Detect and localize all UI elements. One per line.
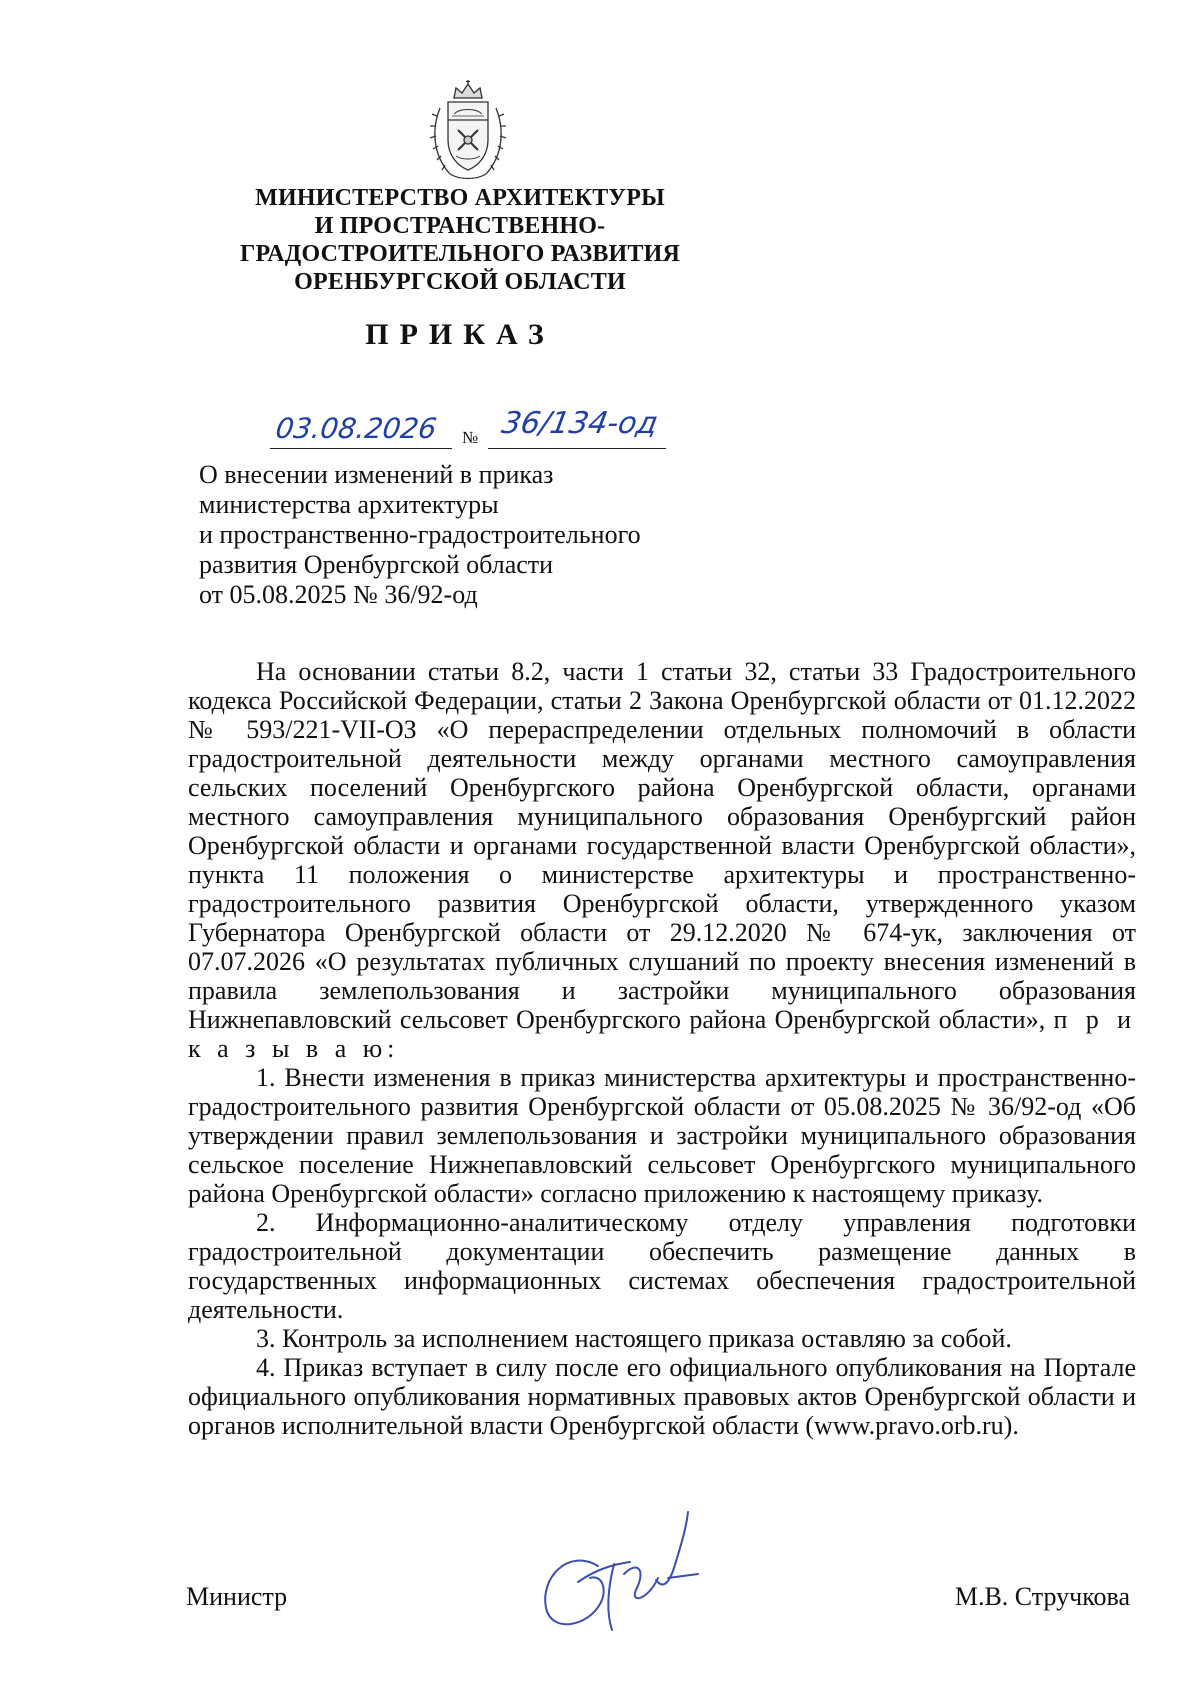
date-underline: [270, 448, 452, 449]
order-item: 4. Приказ вступает в силу после его официального опубликования на Портале официального опубликования нормативных правовых актов Оренбургской области и органов исполнительной власти Оренбургской области (www.pravo.orb.ru).: [188, 1353, 1136, 1440]
ministry-line: МИНИСТЕРСТВО АРХИТЕКТУРЫ: [255, 185, 665, 211]
document-subject: [199, 460, 641, 610]
number-sign: №: [462, 428, 479, 447]
ministry-header: [200, 184, 720, 296]
registration-number: 36/134-од: [498, 406, 661, 441]
order-item: 3. Контроль за исполнением настоящего приказа оставляю за собой.: [256, 1324, 1012, 1353]
ministry-line: ГРАДОСТРОИТЕЛЬНОГО РАЗВИТИЯ: [239, 241, 681, 267]
order-item: 1. Внести изменения в приказ министерства архитектуры и пространственно-градостроительного развития Оренбургской области от 05.08.2025 № 36/92-од «Об утверждении правил землепользования и застройки муниципального образования сельское поселение Нижнепавловский сельсовет Оренбургского муниципального района Оренбургской области» согласно приложению к настоящему приказу.: [188, 1063, 1136, 1208]
subject-line: и пространственно-градостроительного: [199, 520, 641, 549]
order-word: п р и к а з ы в а ю:: [188, 1005, 1136, 1063]
document-body: [188, 657, 1136, 1440]
number-underline: [488, 448, 666, 449]
document-type-title: ПРИКАЗ: [365, 318, 555, 351]
preamble-text: На основании статьи 8.2, части 1 статьи 32, статьи 33 Градостроительного кодекса Российской Федерации, статьи 2 Закона Оренбургской области от 01.12.2022 № 593/221-VII-ОЗ «О перераспределении отдельных полномочий в области градостроительной деятельности между органами местного самоуправления сельских поселений Оренбургского района Оренбургской области, органами местного самоуправления муниципального образования Оренбургский район Оренбургской области и органами государственной власти Оренбургской области», пункта 11 положения о министерстве архитектуры и пространственно-градостроительного развития Оренбургской области, утвержденного указом Губернатора Оренбургской области от 29.12.2020 № 674-ук, заключения от 07.07.2026 «О результатах публичных слушаний по проекту внесения изменений в правила землепользования и застройки муниципального образования Нижнепавловский сельсовет Оренбургского района Оренбургской области»,: [188, 657, 1136, 1034]
ministry-line: И ПРОСТРАНСТВЕННО-: [314, 213, 606, 239]
subject-line: О внесении изменений в приказ: [199, 460, 554, 489]
ministry-line: ОРЕНБУРГСКОЙ ОБЛАСТИ: [294, 269, 626, 295]
registration-line: [270, 406, 670, 460]
subject-line: министерства архитектуры: [199, 490, 499, 519]
signature-block: [186, 1582, 1136, 1622]
subject-line: развития Оренбургской области: [199, 550, 554, 579]
subject-line: от 05.08.2025 № 36/92-од: [199, 580, 478, 609]
signatory-name: М.В. Стручкова: [954, 1582, 1130, 1611]
orenburg-coat-of-arms-icon: [428, 78, 508, 182]
signatory-position: Министр: [186, 1582, 288, 1611]
registration-date: 03.08.2026: [273, 412, 439, 445]
order-item: 2. Информационно-аналитическому отделу управления подготовки градостроительной документации обеспечить размещение данных в государственных информационных системах обеспечения градостроительной деятельности.: [188, 1208, 1136, 1324]
preamble-paragraph: [188, 657, 1136, 1063]
